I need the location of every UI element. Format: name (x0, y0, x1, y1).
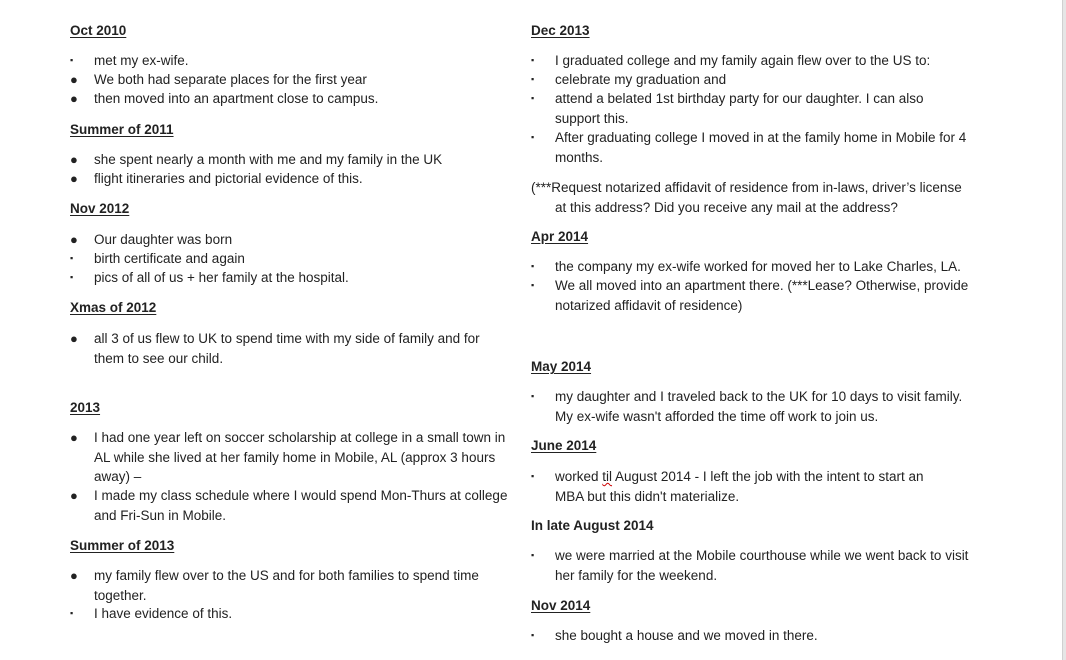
bullet-icon: ▪ (531, 471, 535, 481)
heading-may-2014: May 2014 (531, 359, 592, 374)
note-paragraph: (***Request notarized affidavit of residence from in-laws, driver’s license at this address? Did you receive any mail at the address? (531, 180, 962, 215)
list-item: ▪ we were married at the Mobile courthouse while we went back to visit her family for the weekend. (531, 548, 969, 583)
heading-summer-2013: Summer of 2013 (70, 538, 175, 553)
list-item: ● then moved into an apartment close to campus. (70, 89, 510, 109)
list-item: ▪ After graduating college I moved in at the family home in Mobile for 4 months. (531, 130, 967, 165)
heading-june-2014: June 2014 (531, 438, 597, 453)
bullet-icon: ● (70, 430, 78, 445)
bullet-icon: ● (70, 488, 78, 503)
list-item: ● flight itineraries and pictorial evidence of this. (70, 169, 510, 189)
list-item: ● Our daughter was born (70, 230, 510, 250)
bullet-icon: ▪ (531, 55, 535, 65)
heading-xmas-2012: Xmas of 2012 (70, 300, 157, 315)
bullet-icon: ▪ (531, 550, 535, 560)
spelling-error-word: til (602, 469, 613, 484)
heading-oct-2010: Oct 2010 (70, 23, 127, 38)
list-item: ▪ We all moved into an apartment there. (***Lease? Otherwise, provide notarized affidavit of residence) (531, 278, 969, 313)
bullet-icon: ▪ (531, 280, 535, 290)
heading-nov-2012: Nov 2012 (70, 201, 130, 216)
page-edge (1062, 0, 1066, 660)
bullet-icon: ● (70, 91, 78, 106)
list-item: ● she spent nearly a month with me and my family in the UK (70, 150, 510, 170)
bullet-icon: ▪ (70, 608, 74, 618)
bullet-icon: ▪ (531, 132, 535, 142)
bullet-icon: ▪ (531, 630, 535, 640)
heading-nov-2014: Nov 2014 (531, 598, 591, 613)
bullet-icon: ● (70, 331, 78, 346)
list-item: ▪ she bought a house and we moved in there. (531, 626, 971, 646)
bullet-icon: ● (70, 232, 78, 247)
heading-2013: 2013 (70, 400, 101, 415)
list-item: ● all 3 of us flew to UK to spend time with my side of family and for them to see our child. (70, 331, 480, 366)
list-item: ● We both had separate places for the first year (70, 70, 510, 90)
bullet-icon: ● (70, 152, 78, 167)
heading-summer-2011: Summer of 2011 (70, 122, 174, 137)
bullet-icon: ▪ (70, 55, 74, 65)
list-item: ▪ birth certificate and again (70, 249, 510, 269)
bullet-icon: ▪ (70, 272, 74, 282)
bullet-icon: ● (70, 568, 78, 583)
list-item: ▪ celebrate my graduation and (531, 70, 971, 90)
list-item: ▪ attend a belated 1st birthday party for our daughter. I can also support this. (531, 91, 924, 126)
heading-apr-2014: Apr 2014 (531, 229, 589, 244)
list-item: ● I made my class schedule where I would spend Mon-Thurs at college and Fri-Sun in Mobile. (70, 488, 508, 523)
list-item: ▪ I graduated college and my family again flew over to the US to: (531, 51, 971, 71)
bullet-icon: ▪ (531, 93, 535, 103)
list-item: ▪ my daughter and I traveled back to the UK for 10 days to visit family. My ex-wife wasn't afforded the time off work to join us. (531, 389, 963, 424)
bullet-icon: ▪ (531, 74, 535, 84)
list-item: ▪ I have evidence of this. (70, 604, 510, 624)
bullet-icon: ▪ (70, 253, 74, 263)
list-item: ● my family flew over to the US and for both families to spend time together. (70, 568, 479, 603)
list-item: ● I had one year left on soccer scholarship at college in a small town in AL while she lived at her family home in Mobile, AL (approx 3 hours away) – (70, 430, 506, 484)
bullet-icon: ● (70, 72, 78, 87)
list-item: ▪ pics of all of us + her family at the hospital. (70, 268, 510, 288)
bullet-icon: ▪ (531, 261, 535, 271)
heading-late-aug-2014: In late August 2014 (531, 518, 654, 533)
list-item: ▪ worked til August 2014 - I left the job with the intent to start an MBA but this didn't materialize. (531, 469, 924, 504)
list-item: ▪ the company my ex-wife worked for moved her to Lake Charles, LA. (531, 257, 971, 277)
bullet-icon: ● (70, 171, 78, 186)
heading-dec-2013: Dec 2013 (531, 23, 590, 38)
bullet-icon: ▪ (531, 391, 535, 401)
list-item: ▪ met my ex-wife. (70, 51, 510, 71)
